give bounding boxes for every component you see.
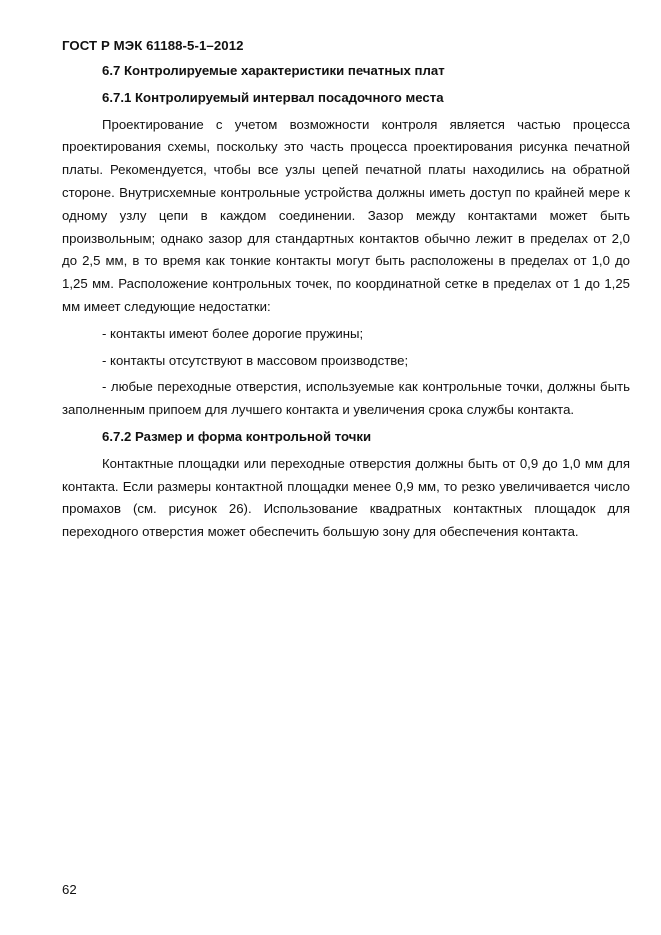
- document-code: ГОСТ Р МЭК 61188-5-1–2012: [62, 38, 244, 53]
- paragraph-6-7-2: Контактные площадки или переходные отверстия должны быть от 0,9 до 1,0 мм для контакта. Если размеры контактной площадки менее 0,9 мм, то резко увеличивается число промахов (см. рисунок 26). Использование квадратных контактных площадок для переходного отверстия может обеспечить большую зону для обеспечения контакта.: [62, 455, 630, 540]
- page-number: 62: [62, 882, 77, 897]
- subsection-title-6-7-2: 6.7.2 Размер и форма контрольной точки: [102, 428, 372, 444]
- paragraph-6-7-1: Проектирование с учетом возможности контроля является частью процесса проектирования схемы, поскольку это часть процесса проектирования рисунка печатной платы. Рекомендуется, чтобы все узлы цепей печатной платы находились на обратной стороне. Внутрисхемные контрольные устройства должны иметь доступ по крайней мере к одному узлу цепи в каждом соединении. Зазор между контактами может быть произвольным; однако зазор для стандартных контактов обычно лежит в пределах от 2,0 до 2,5 мм, в то время как тонкие контакты могут быть расположены в пределах от 1,0 до 1,25 мм. Расположение контрольных точек, по координатной сетке в пределах от 1 до 1,25 мм имеет следующие недостатки:: [62, 116, 630, 314]
- list-item: - любые переходные отверстия, используемые как контрольные точки, должны быть заполненным припоем для лучшего контакта и увеличения срока службы контакта.: [62, 379, 630, 418]
- subsection-title-6-7-1: 6.7.1 Контролируемый интервал посадочного места: [102, 89, 444, 105]
- list-item: - контакты имеют более дорогие пружины;: [102, 325, 364, 341]
- page-content: [62, 60, 630, 544]
- section-title: 6.7 Контролируемые характеристики печатных плат: [102, 63, 445, 78]
- list-item: - контакты отсутствуют в массовом производстве;: [102, 352, 409, 368]
